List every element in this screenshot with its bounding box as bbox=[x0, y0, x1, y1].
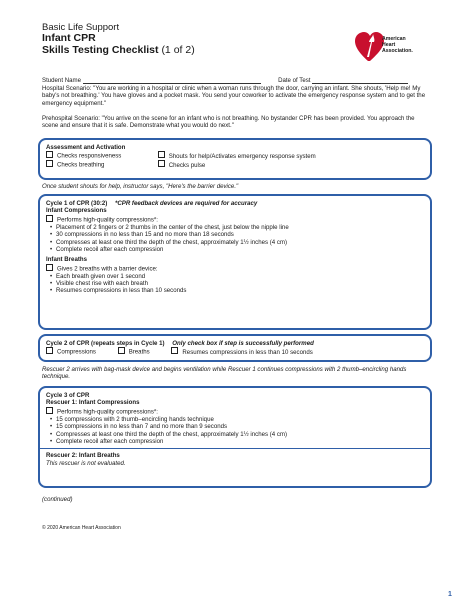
checklist-item[interactable]: Gives 2 breaths with a barrier device: bbox=[46, 264, 424, 273]
criteria-item: • Complete recoil after each compression bbox=[46, 438, 424, 445]
section-note: *CPR feedback devices are required for accuracy bbox=[115, 200, 258, 207]
checklist-item[interactable]: Checks breathing bbox=[46, 160, 156, 169]
section-title: Cycle 1 of CPR (30:2) bbox=[46, 200, 108, 207]
subsection-title: Rescuer 2: Infant Breaths bbox=[46, 452, 120, 460]
page-part: (1 of 2) bbox=[161, 43, 195, 56]
aha-logo-text: American Heart Association. bbox=[382, 36, 413, 54]
criteria-item: • Compresses at least one third the depth of the chest, approximately 1½ inches (4 cm) bbox=[46, 431, 424, 438]
course-name: Basic Life Support bbox=[42, 22, 120, 33]
subsection-title: Infant Breaths bbox=[46, 256, 87, 264]
checkbox[interactable] bbox=[46, 151, 53, 158]
subsection-title: Infant Compressions bbox=[46, 207, 107, 215]
criteria-item: • 15 compressions in no less than 7 and no more than 9 seconds bbox=[46, 423, 424, 430]
date-field[interactable] bbox=[312, 77, 408, 84]
form-subtitle: Skills Testing Checklist (1 of 2) bbox=[42, 43, 195, 56]
criteria-item: • 30 compressions in no less than 15 and no more than 18 seconds bbox=[46, 231, 424, 238]
checklist-item[interactable]: Performs high-quality compressions*: bbox=[46, 215, 424, 224]
criteria-item: • Visible chest rise with each breath bbox=[46, 280, 424, 287]
divider bbox=[40, 448, 430, 449]
checklist-item[interactable]: Checks responsiveness bbox=[46, 151, 156, 160]
section-title: Cycle 3 of CPR bbox=[46, 392, 90, 399]
page-number: 1 bbox=[448, 591, 452, 598]
checklist-item[interactable]: Checks pulse bbox=[158, 162, 206, 169]
checklist-item[interactable]: Resumes compressions in less than 10 seconds bbox=[171, 349, 312, 356]
checkbox[interactable] bbox=[46, 264, 53, 271]
criteria-item: • Resumes compressions in less than 10 seconds bbox=[46, 287, 424, 294]
criteria-item: • Complete recoil after each compression bbox=[46, 246, 424, 253]
checklist-item[interactable]: Performs high-quality compressions*: bbox=[46, 407, 424, 416]
page-header bbox=[42, 22, 342, 56]
checklist-item[interactable]: Compressions bbox=[46, 347, 116, 356]
checkbox[interactable] bbox=[118, 347, 125, 354]
continued-label: (continued) bbox=[42, 496, 73, 503]
hospital-scenario: Hospital Scenario: "You are working in a hospital or clinic when a woman runs through the door, carrying an infant. She shouts, 'Help me! My baby's not breathing.' You have gloves and a pocket mask. You send your coworker to activate the emergency response system and to get the emergency equipment." bbox=[42, 85, 426, 107]
student-fields bbox=[42, 77, 432, 84]
criteria-item: • Each breath given over 1 second bbox=[46, 273, 424, 280]
criteria-item: • 15 compressions with 2 thumb–encircling hands technique bbox=[46, 416, 424, 423]
student-name-field[interactable] bbox=[83, 77, 261, 84]
cycle3-section bbox=[38, 386, 432, 488]
not-evaluated-note: This rescuer is not evaluated. bbox=[46, 459, 126, 467]
checkbox[interactable] bbox=[46, 347, 53, 354]
cycle2-section bbox=[38, 334, 432, 362]
criteria-item: • Placement of 2 fingers or 2 thumbs in the center of the chest, just below the nipple line bbox=[46, 224, 424, 231]
checkbox[interactable] bbox=[158, 160, 165, 167]
checkbox[interactable] bbox=[46, 407, 53, 414]
criteria-item: • Compresses at least one third the depth of the chest, approximately 1½ inches (4 cm) bbox=[46, 239, 424, 246]
section-title: Assessment and Activation bbox=[46, 144, 126, 151]
prehospital-scenario: Prehospital Scenario: "You arrive on the scene for an infant who is not breathing. No bystander CPR has been provided. You approach the scene and ensure that it is safe. Demonstrate what you would do next." bbox=[42, 115, 415, 130]
checkbox[interactable] bbox=[171, 347, 178, 354]
subsection-title: Rescuer 1: Infant Compressions bbox=[46, 399, 140, 407]
checkbox[interactable] bbox=[158, 151, 165, 158]
assessment-section bbox=[38, 138, 432, 180]
checklist-item[interactable]: Breaths bbox=[118, 347, 170, 356]
form-title: Infant CPR bbox=[42, 32, 96, 44]
section-note: Only check box if step is successfully performed bbox=[172, 340, 314, 347]
checkbox[interactable] bbox=[46, 215, 53, 222]
checklist-item[interactable]: Shouts for help/Activates emergency response system bbox=[158, 153, 316, 160]
rescuer-note: Rescuer 2 arrives with bag-mask device and begins ventilation while Rescuer 1 continues compressions with 2 thumb–encircling hands technique. bbox=[42, 366, 407, 381]
date-label: Date of Test bbox=[278, 77, 311, 84]
cycle1-section bbox=[38, 194, 432, 330]
checkbox[interactable] bbox=[46, 160, 53, 167]
student-name-label: Student Name bbox=[42, 77, 81, 84]
copyright: © 2020 American Heart Association bbox=[42, 525, 121, 531]
section-title: Cycle 2 of CPR (repeats steps in Cycle 1) bbox=[46, 340, 165, 347]
instructor-note: Once student shouts for help, instructor says, "Here's the barrier device." bbox=[42, 183, 239, 190]
